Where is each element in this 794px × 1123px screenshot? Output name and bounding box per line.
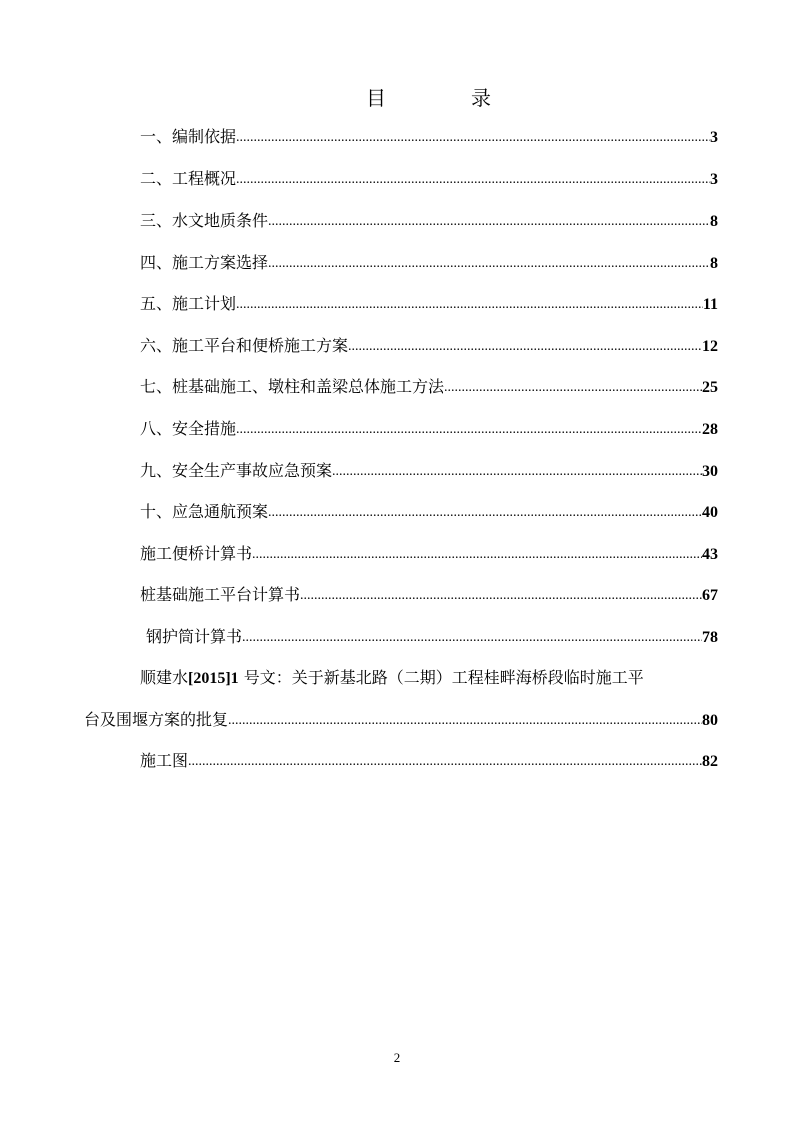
toc-entry[interactable]: [140, 460, 718, 482]
toc-entry-label: 桩基础施工平台计算书: [140, 585, 301, 604]
toc-entry-page: 12: [702, 338, 718, 355]
toc-leader-dots: [236, 294, 703, 316]
toc-entry[interactable]: [146, 626, 718, 648]
toc-entry-page: 82: [702, 753, 718, 770]
toc-leader-dots: [348, 336, 702, 358]
approval-prefix: 顺建水: [140, 668, 189, 687]
page-number: 2: [393, 1050, 401, 1065]
toc-entry-approval-line2[interactable]: [84, 709, 718, 731]
toc-entry-page: 8: [710, 213, 718, 230]
toc-entry-page: 11: [702, 296, 718, 313]
toc-leader-dots: [268, 211, 710, 233]
toc-entry[interactable]: [140, 168, 718, 190]
toc-leader-dots: [252, 544, 702, 566]
toc-entry-page: 43: [702, 546, 718, 563]
toc-entry-label: 三、水文地质条件: [140, 211, 269, 230]
toc-entry-label: 一、编制依据: [140, 127, 237, 146]
toc-title: [0, 84, 794, 112]
toc-entry[interactable]: [140, 584, 718, 606]
toc-entry-page: 78: [702, 629, 718, 646]
toc-leader-dots: [242, 627, 702, 649]
toc-entry[interactable]: [140, 252, 718, 274]
toc-entry-page: 40: [702, 504, 718, 521]
toc-entry-page: 80: [702, 712, 718, 729]
toc-entry[interactable]: [140, 750, 718, 772]
toc-leader-dots: [332, 461, 702, 483]
toc-entry-label: 七、桩基础施工、墩柱和盖梁总体施工方法: [140, 377, 445, 396]
toc-entry[interactable]: [140, 126, 718, 148]
toc-entry[interactable]: [140, 376, 718, 398]
toc-entry-label: 四、施工方案选择: [140, 253, 269, 272]
toc-leader-dots: [228, 710, 702, 732]
toc-entry-label: 五、施工计划: [140, 294, 237, 313]
toc-entry-approval-line1[interactable]: [140, 667, 730, 689]
toc-entry-label: 台及围堰方案的批复: [84, 710, 229, 729]
toc-leader-dots: [236, 169, 710, 191]
toc-entry-page: 3: [710, 129, 718, 146]
approval-title-rest: 号文：关于新基北路（二期）工程桂畔海桥段临时施工平: [238, 668, 644, 687]
toc-entry-page: 30: [702, 463, 718, 480]
toc-entry-page: 3: [710, 171, 718, 188]
toc-leader-dots: [444, 377, 702, 399]
toc-entry[interactable]: [140, 335, 718, 357]
toc-entry[interactable]: [140, 293, 718, 315]
toc-entry[interactable]: [140, 501, 718, 523]
toc-entry[interactable]: [140, 543, 718, 565]
toc-entry-page: 25: [702, 379, 718, 396]
toc-entry[interactable]: [140, 418, 718, 440]
toc-entry-page: 8: [710, 255, 718, 272]
toc-title-char-2: 录: [471, 86, 491, 110]
toc-entry-label: 六、施工平台和便桥施工方案: [140, 336, 349, 355]
toc-leader-dots: [268, 502, 702, 524]
toc-leader-dots: [236, 419, 702, 441]
toc-leader-dots: [236, 127, 710, 149]
toc-entry-page: 28: [702, 421, 718, 438]
toc-entry-label: 施工便桥计算书: [140, 544, 253, 563]
toc-entry[interactable]: [140, 210, 718, 232]
toc-leader-dots: [268, 253, 710, 275]
toc-leader-dots: [188, 751, 702, 773]
toc-entry-label: 钢护筒计算书: [146, 627, 243, 646]
toc-entry-label: 九、安全生产事故应急预案: [140, 461, 333, 480]
toc-entry-label: 二、工程概况: [140, 169, 237, 188]
toc-entry-label: 施工图: [140, 751, 189, 770]
approval-code: [2015]1: [188, 670, 239, 687]
toc-entry-label: 十、应急通航预案: [140, 502, 269, 521]
toc-title-char-1: 目: [366, 86, 386, 110]
toc-entry-page: 67: [702, 587, 718, 604]
toc-leader-dots: [300, 585, 702, 607]
toc-entry-label: 八、安全措施: [140, 419, 237, 438]
